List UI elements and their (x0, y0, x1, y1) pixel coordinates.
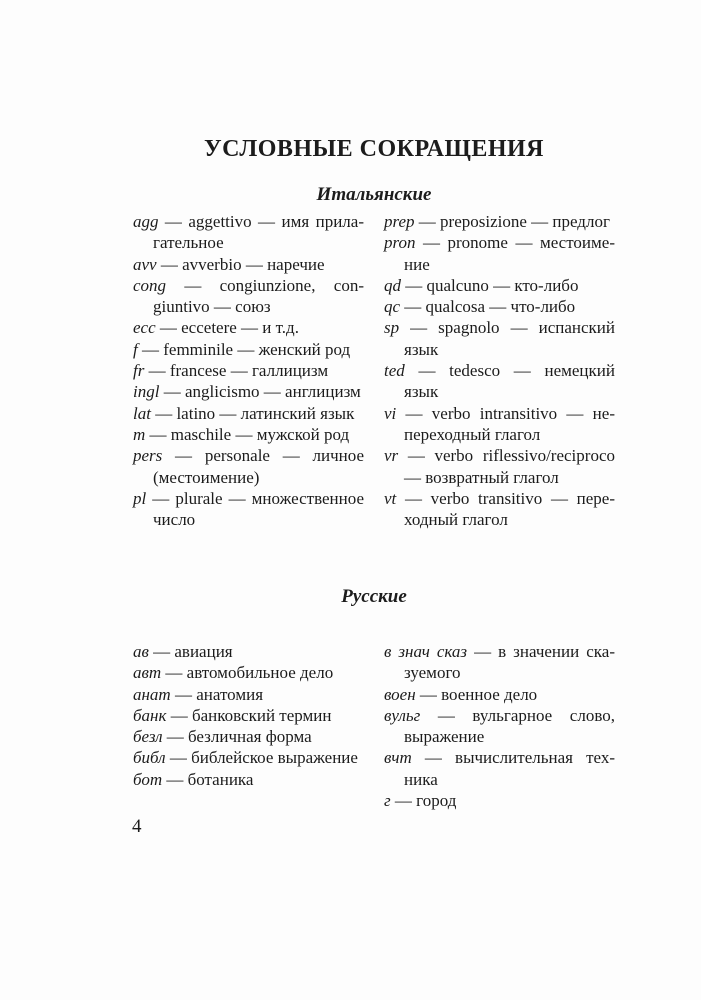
abbreviation-term: m (133, 424, 146, 444)
abbreviation-definition: — военное дело (415, 684, 538, 704)
italian-right-column (384, 211, 615, 530)
abbreviation-entry (133, 705, 364, 726)
abbreviation-entry (133, 275, 364, 318)
abbreviation-term: pers (133, 446, 163, 466)
abbreviation-definition: — город (390, 791, 457, 811)
abbreviation-definition: — в значении сказуемого (404, 642, 615, 683)
abbreviation-entry (133, 769, 364, 790)
abbreviation-entry (384, 790, 615, 811)
abbreviation-term: qc (384, 297, 401, 317)
abbreviation-definition: — авиация (148, 642, 233, 661)
abbreviation-entry (133, 254, 364, 275)
abbreviation-entry (384, 360, 615, 403)
abbreviation-term: библ (133, 748, 166, 768)
abbreviation-definition: — preposizione — предлог (414, 212, 610, 231)
abbreviation-definition: — avverbio — наречие (156, 254, 325, 274)
abbreviation-term: вчт (384, 748, 412, 768)
abbreviation-definition: — eccetere — и т.д. (155, 318, 299, 338)
abbreviation-entry (384, 641, 615, 684)
abbreviation-term: банк (133, 705, 167, 725)
abbreviation-term: ав (133, 642, 149, 661)
abbreviation-definition: — ботаника (162, 769, 254, 789)
abbreviation-entry (133, 747, 364, 768)
abbreviation-entry (133, 211, 364, 254)
abbreviation-entry (133, 339, 364, 360)
abbreviation-definition: — verbo intransitivo — непереходный глагол (396, 403, 615, 444)
abbreviation-term: ingl (133, 382, 160, 402)
abbreviation-term: ecc (133, 318, 156, 338)
abbreviation-term: воен (384, 684, 416, 704)
abbreviation-entry (384, 211, 615, 232)
abbreviation-term: sp (384, 318, 400, 338)
abbreviation-definition: — банковский термин (166, 705, 332, 725)
abbreviation-term: авт (133, 663, 162, 683)
abbreviation-entry (133, 684, 364, 705)
abbreviation-term: vi (384, 403, 397, 423)
abbreviation-term: бот (133, 769, 163, 789)
abbreviation-definition: — francese — галлицизм (144, 361, 329, 381)
abbreviation-entry (133, 662, 364, 683)
abbreviation-term: vr (384, 446, 399, 466)
abbreviation-entry (384, 705, 615, 748)
abbreviation-term: cong (133, 275, 167, 295)
abbreviation-definition: — femminile — женский род (137, 339, 351, 359)
abbreviation-definition: — congiunzione, congiuntivo — союз (153, 275, 364, 317)
page-number: 4 (132, 816, 142, 837)
italian-abbreviations-section (133, 211, 615, 530)
abbreviation-term: fr (133, 361, 145, 381)
section-heading-italian: Итальянские (316, 184, 432, 205)
abbreviation-entry (133, 488, 364, 531)
abbreviation-term: prep (384, 212, 415, 231)
abbreviation-definition: — qualcuno — кто-либо (401, 275, 579, 295)
abbreviation-entry (133, 403, 364, 424)
abbreviation-definition: — plurale — множественное число (146, 488, 364, 530)
abbreviation-entry (384, 684, 615, 705)
abbreviation-term: pron (384, 233, 416, 253)
abbreviation-entry (133, 726, 364, 747)
abbreviation-definition: — вычислительная техника (404, 748, 615, 789)
abbreviation-entry (133, 424, 364, 445)
abbreviation-term: qd (384, 275, 401, 295)
abbreviation-term: f (133, 339, 138, 359)
abbreviation-definition: — anglicismo — англицизм (159, 382, 361, 402)
abbreviation-definition: — tedesco — немецкий язык (404, 361, 615, 402)
abbreviation-term: безл (133, 727, 163, 747)
abbreviation-term: vt (384, 488, 397, 508)
abbreviation-entry (133, 641, 364, 662)
abbreviation-entry (133, 381, 364, 402)
abbreviation-entry (384, 488, 615, 531)
page-title: УСЛОВНЫЕ СОКРАЩЕНИЯ (203, 136, 544, 162)
abbreviation-entry (133, 445, 364, 488)
russian-left-column (133, 641, 364, 811)
abbreviation-entry (384, 445, 615, 488)
abbreviation-entry (384, 747, 615, 790)
section-heading-russian: Русские (341, 586, 407, 607)
russian-abbreviations-section (133, 641, 615, 811)
abbreviation-definition: — qualcosa — что-либо (400, 297, 576, 317)
abbreviation-definition: — spagnolo — испанский язык (399, 318, 615, 359)
abbreviation-entry (133, 360, 364, 381)
abbreviation-definition: — анатомия (170, 684, 264, 704)
abbreviation-term: г (384, 791, 391, 811)
abbreviation-term: agg (133, 212, 159, 231)
abbreviation-definition: — verbo transitivo — переходный глагол (396, 488, 615, 530)
abbreviation-definition: — personale — личное (местоимение) (153, 446, 364, 487)
abbreviation-term: анат (133, 684, 171, 704)
abbreviation-definition: — безличная форма (162, 727, 312, 747)
abbreviation-entry (384, 317, 615, 360)
italian-left-column (133, 211, 364, 530)
abbreviation-term: lat (133, 403, 151, 423)
abbreviation-definition: — aggettivo — имя прилагательное (153, 212, 364, 253)
abbreviation-definition: — latino — латинский язык (150, 403, 355, 423)
abbreviation-term: ted (384, 361, 405, 381)
abbreviation-term: pl (133, 488, 147, 508)
abbreviation-entry (384, 296, 615, 317)
abbreviation-term: вульг (384, 705, 421, 725)
abbreviation-term: avv (133, 254, 157, 274)
abbreviation-definition: — вульгарное слово, выражение (404, 705, 615, 747)
abbreviation-definition: — библейское выражение (165, 748, 358, 768)
abbreviation-entry (133, 317, 364, 338)
abbreviation-definition: — автомобильное дело (161, 663, 334, 683)
abbreviation-entry (384, 403, 615, 446)
russian-right-column (384, 641, 615, 811)
abbreviation-term: в знач сказ (384, 642, 468, 661)
abbreviation-entry (384, 275, 615, 296)
abbreviation-entry (384, 232, 615, 275)
abbreviation-definition: — maschile — мужской род (145, 424, 350, 444)
abbreviation-definition: — verbo riflessivo/reciproco — возвратный глагол (398, 446, 615, 487)
abbreviation-definition: — pronome — местоимение (404, 233, 615, 274)
